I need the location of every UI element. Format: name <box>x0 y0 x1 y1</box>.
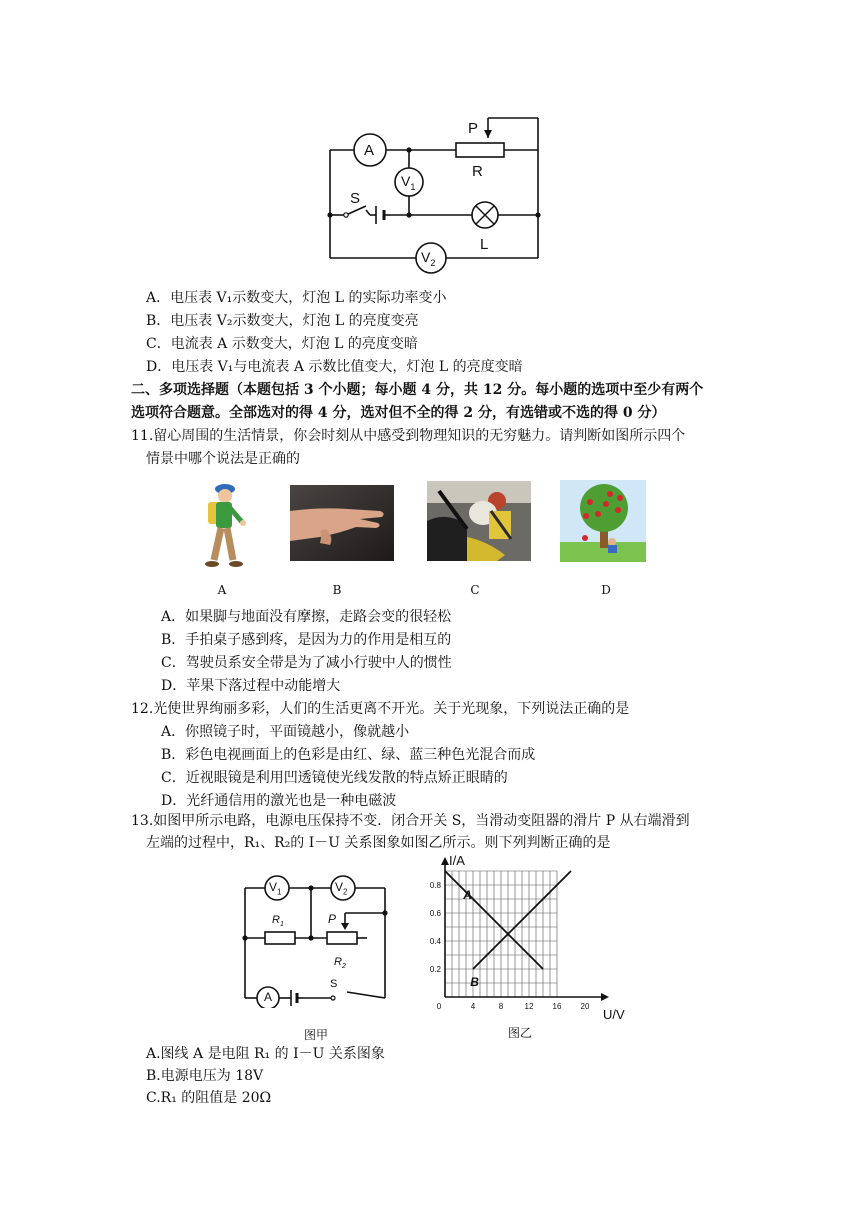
y-axis-arrow <box>441 857 449 865</box>
v1-subscript: 1 <box>410 181 416 192</box>
q12-option-c: C．近视眼镜是利用凹透镜使光线发散的特点矫正眼睛的 <box>161 770 508 786</box>
switch-label: S <box>350 190 361 207</box>
series-label-B: B <box>470 974 479 989</box>
q13-r1-label <box>272 914 284 928</box>
q11-caption-b: B <box>332 583 342 597</box>
v1-label <box>401 173 415 192</box>
q10-option-d: D．电压表 V₁与电流表 A 示数比值变大，灯泡 L 的亮度变暗 <box>146 359 523 375</box>
v2-letter: V <box>421 249 431 265</box>
v2-subscript: 2 <box>430 257 436 268</box>
x-tick-label: 8 <box>498 1002 504 1011</box>
ammeter-label: A <box>364 142 375 159</box>
q13-r1-subscript: 1 <box>279 921 284 929</box>
q10-option-a: A．电压表 V₁示数变大，灯泡 L 的实际功率变小 <box>146 290 447 306</box>
q13-r1-letter: R <box>272 914 280 926</box>
q13-stem-line1: 13.如图甲所示电路，电源电压保持不变．闭合开关 S，当滑动变阻器的滑片 P 从右端滑到 <box>131 813 690 829</box>
q12-stem: 12.光使世界绚丽多彩，人们的生活更离不开光。关于光现象，下列说法正确的是 <box>131 701 630 717</box>
v1-letter: V <box>401 173 411 189</box>
q13-r2-letter: R <box>334 956 342 968</box>
q11-option-c: C．驾驶员系安全带是为了减小行驶中人的惯性 <box>161 655 452 671</box>
q13-v1-letter: V <box>269 880 278 894</box>
q10-option-c: C．电流表 A 示数变大，灯泡 L 的亮度变暗 <box>146 336 418 352</box>
x-tick-label: 20 <box>580 1002 590 1011</box>
x-tick-label: 0 <box>436 1002 442 1011</box>
v2-label <box>421 249 435 268</box>
q13-v2-subscript: 2 <box>343 887 348 897</box>
q13-circuit-caption: 图甲 <box>304 1028 329 1042</box>
q11-stem-line2: 情景中哪个说法是正确的 <box>146 451 300 467</box>
q13-stem-line2: 左端的过程中，R₁、R₂的 I－U 关系图象如图乙所示。则下列判断正确的是 <box>146 835 611 851</box>
section2-heading-line2: 选项符合题意。全部选对的得 4 分，选对但不全的得 2 分，有选错或不选的得 0 分） <box>131 405 666 421</box>
x-axis-arrow <box>601 993 609 1001</box>
y-tick-label: 0.4 <box>429 937 441 946</box>
q12-option-d: D．光纤通信用的激光也是一种电磁波 <box>161 793 397 809</box>
slider-label: P <box>468 120 479 137</box>
q13-ammeter-label: A <box>264 990 273 1004</box>
q12-option-b: B．彩色电视画面上的色彩是由红、绿、蓝三种色光混合而成 <box>161 747 536 763</box>
rheostat-label: R <box>472 163 483 180</box>
y-tick-label: 0.8 <box>429 881 441 890</box>
iu-graph <box>425 855 630 1020</box>
x-tick-label: 12 <box>524 1002 534 1011</box>
q10-option-b: B．电压表 V₂示数变大，灯泡 L 的亮度变亮 <box>146 313 419 329</box>
walking-boy-image <box>200 480 250 572</box>
q12-option-a: A．你照镜子时，平面镜越小，像就越小 <box>161 724 410 740</box>
apple-tree-image <box>560 480 646 562</box>
q13-graph-caption: 图乙 <box>508 1026 533 1040</box>
x-tick-label: 4 <box>470 1002 476 1011</box>
q13-v2-label <box>335 880 347 896</box>
q11-option-d: D．苹果下落过程中动能增大 <box>161 678 341 694</box>
q13-option-c: C.R₁ 的阻值是 20Ω <box>146 1090 272 1106</box>
x-axis-label: U/V <box>603 1007 625 1020</box>
q13-option-a: A.图线 A 是电阻 R₁ 的 I－U 关系图象 <box>146 1046 385 1062</box>
y-tick-label: 0.2 <box>429 965 441 974</box>
q13-v2-letter: V <box>335 880 344 894</box>
q11-stem-line1: 11.留心周围的生活情景，你会时刻从中感受到物理知识的无穷魅力。请判断如图所示四个 <box>131 428 686 444</box>
lamp-label: L <box>480 236 489 253</box>
q13-circuit-diagram <box>235 868 395 1008</box>
q11-caption-c: C <box>470 583 480 597</box>
q13-v1-label <box>269 880 281 896</box>
q11-option-a: A．如果脚与地面没有摩擦，走路会变的很轻松 <box>161 609 452 625</box>
q13-v1-subscript: 1 <box>277 887 282 897</box>
series-label-A: A <box>463 888 472 902</box>
car-driver-airbag-image <box>427 481 531 561</box>
x-tick-label: 16 <box>552 1002 562 1011</box>
q13-option-b: B.电源电压为 18V <box>146 1068 264 1084</box>
section2-heading-line1: 二、多项选择题（本题包括 3 个小题；每小题 4 分，共 12 分。每小题的选项中至少有两个 <box>131 382 704 398</box>
q13-r2-label <box>334 956 346 970</box>
q13-p-label: P <box>328 912 337 926</box>
q11-option-b: B．手拍桌子感到疼，是因为力的作用是相互的 <box>161 632 452 648</box>
q11-caption-d: D <box>601 583 611 597</box>
hand-on-table-image <box>290 485 394 561</box>
q13-switch-label: S <box>330 978 338 990</box>
q11-caption-a: A <box>217 583 227 597</box>
q13-r2-subscript: 2 <box>341 963 346 971</box>
y-tick-label: 0.6 <box>429 909 441 918</box>
y-axis-label: I/A <box>449 855 465 868</box>
